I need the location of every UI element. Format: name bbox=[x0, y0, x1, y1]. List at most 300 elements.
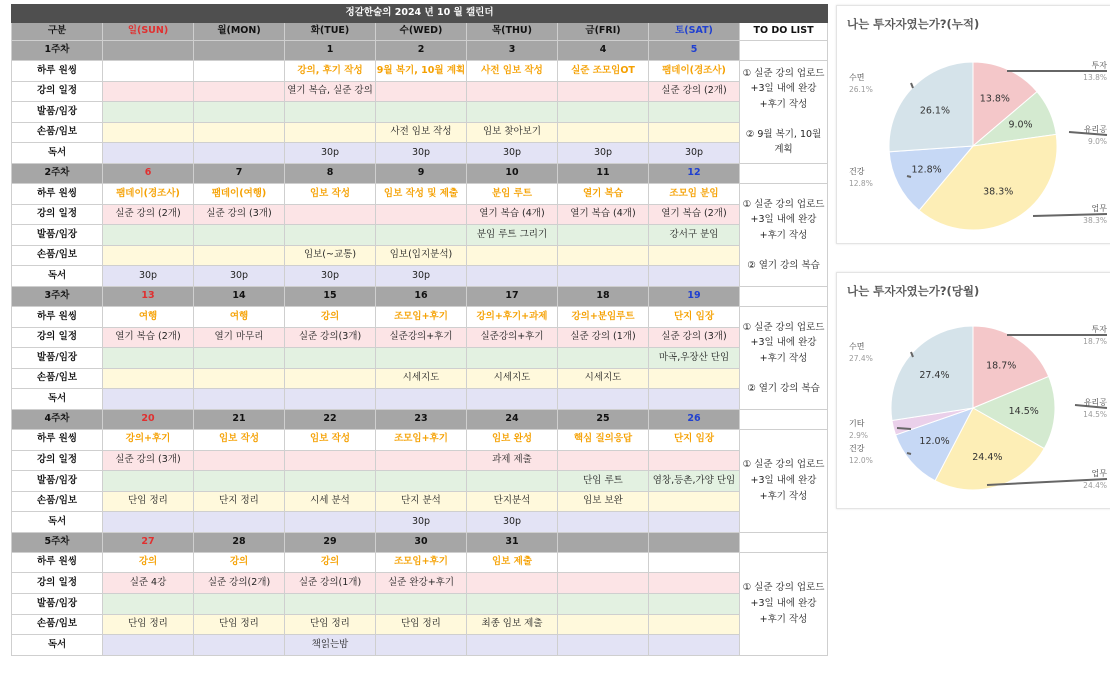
day-header: 수(WED) bbox=[376, 23, 467, 41]
calendar-entry: 분임 루트 그리기 bbox=[467, 225, 558, 246]
calendar-entry bbox=[194, 389, 285, 410]
calendar-entry: 단임 정리 bbox=[376, 614, 467, 635]
category-label: 손품/임보 bbox=[12, 614, 103, 635]
category-label: 발품/임장 bbox=[12, 348, 103, 369]
chart-title: 나는 투자자였는가?(누적) bbox=[847, 17, 980, 31]
legend-percent: 2.9% bbox=[849, 431, 869, 440]
todo-spacer bbox=[740, 41, 828, 61]
calendar-entry bbox=[285, 450, 376, 471]
legend-percent: 38.3% bbox=[1083, 216, 1107, 225]
calendar-entry bbox=[103, 122, 194, 143]
category-label: 독서 bbox=[12, 512, 103, 533]
todo-item: ② 9월 복기, 10월 계획 bbox=[745, 128, 822, 156]
legend-percent: 26.1% bbox=[849, 85, 873, 94]
calendar-entry bbox=[103, 512, 194, 533]
legend-percent: 14.5% bbox=[1083, 410, 1107, 419]
calendar-entry: 핵심 질의응답 bbox=[558, 429, 649, 450]
calendar-entry: 실준강의+후기 bbox=[467, 327, 558, 348]
todo-spacer bbox=[740, 163, 828, 183]
calendar-entry: 임보 찾아보기 bbox=[467, 122, 558, 143]
day-header: 화(TUE) bbox=[285, 23, 376, 41]
calendar-entry bbox=[194, 225, 285, 246]
calendar-entry bbox=[558, 266, 649, 287]
date-cell: 2 bbox=[376, 41, 467, 61]
todo-list bbox=[740, 183, 828, 286]
category-row bbox=[12, 102, 828, 123]
calendar-entry bbox=[649, 594, 740, 615]
calendar-entry bbox=[467, 102, 558, 123]
calendar-entry bbox=[285, 225, 376, 246]
calendar-entry bbox=[467, 594, 558, 615]
todo-list bbox=[740, 552, 828, 655]
calendar-entry bbox=[376, 635, 467, 656]
calendar-entry bbox=[194, 102, 285, 123]
calendar-entry: 팸데이(여행) bbox=[194, 183, 285, 204]
calendar-entry: 단임 정리 bbox=[103, 614, 194, 635]
legend-name: 투자 bbox=[1091, 61, 1107, 70]
category-row bbox=[12, 204, 828, 225]
calendar-entry: 단지 임장 bbox=[649, 429, 740, 450]
todo-list bbox=[740, 429, 828, 532]
calendar-entry: 조모임+후기 bbox=[376, 552, 467, 573]
calendar-entry bbox=[103, 245, 194, 266]
category-row bbox=[12, 429, 828, 450]
calendar-entry bbox=[558, 594, 649, 615]
todo-item: ② 열기 강의 복습 bbox=[747, 382, 820, 394]
day-header: 토(SAT) bbox=[649, 23, 740, 41]
calendar-entry bbox=[558, 614, 649, 635]
calendar-entry: 강의, 후기 작성 bbox=[285, 61, 376, 82]
calendar-entry: 강의 bbox=[103, 552, 194, 573]
category-row bbox=[12, 368, 828, 389]
week-row bbox=[12, 532, 828, 552]
calendar-entry: 임보 작성 bbox=[285, 183, 376, 204]
calendar-entry bbox=[467, 81, 558, 102]
legend-percent: 12.8% bbox=[849, 179, 873, 188]
category-label: 발품/임장 bbox=[12, 102, 103, 123]
calendar-entry bbox=[103, 368, 194, 389]
category-row bbox=[12, 450, 828, 471]
week-label: 4주차 bbox=[12, 409, 103, 429]
slice-label: 27.4% bbox=[919, 369, 950, 381]
calendar-entry bbox=[103, 102, 194, 123]
calendar-entry: 30p bbox=[376, 266, 467, 287]
date-cell bbox=[194, 41, 285, 61]
category-label: 독서 bbox=[12, 635, 103, 656]
legend-percent: 24.4% bbox=[1083, 481, 1107, 490]
todo-item: ① 실준 강의 업로드+3일 내에 완강+후기 작성 bbox=[742, 321, 825, 364]
calendar-entry: 여행 bbox=[194, 306, 285, 327]
pie-svg bbox=[837, 273, 1110, 508]
calendar-entry: 과제 제출 bbox=[467, 450, 558, 471]
todo-spacer bbox=[740, 409, 828, 429]
todo-item: ① 실준 강의 업로드+3일 내에 완강+후기 작성 bbox=[742, 67, 825, 111]
legend-name: 유리공 bbox=[1083, 125, 1107, 134]
calendar-entry bbox=[103, 635, 194, 656]
calendar-entry: 사전 임보 작성 bbox=[376, 122, 467, 143]
calendar-entry: 30p bbox=[285, 266, 376, 287]
category-label: 하루 원씽 bbox=[12, 306, 103, 327]
calendar-entry: 실준 완강+후기 bbox=[376, 573, 467, 594]
calendar-entry: 임보 작성 및 제출 bbox=[376, 183, 467, 204]
legend-percent: 13.8% bbox=[1083, 73, 1107, 82]
date-cell: 11 bbox=[558, 163, 649, 183]
category-row bbox=[12, 327, 828, 348]
calendar-entry: 강의 bbox=[285, 552, 376, 573]
calendar-entry bbox=[649, 635, 740, 656]
calendar-entry: 강의+후기 bbox=[103, 429, 194, 450]
calendar-entry: 염창,등촌,가양 단임 bbox=[649, 471, 740, 492]
header-category: 구분 bbox=[12, 23, 103, 41]
calendar-entry: 열기 마무리 bbox=[194, 327, 285, 348]
calendar-entry bbox=[558, 635, 649, 656]
calendar-entry bbox=[194, 471, 285, 492]
calendar-entry: 30p bbox=[376, 512, 467, 533]
category-row bbox=[12, 389, 828, 410]
calendar-entry bbox=[558, 552, 649, 573]
calendar-entry: 30p bbox=[376, 143, 467, 164]
date-cell: 25 bbox=[558, 409, 649, 429]
calendar-entry bbox=[194, 245, 285, 266]
week-row bbox=[12, 286, 828, 306]
category-row bbox=[12, 471, 828, 492]
calendar-entry: 30p bbox=[558, 143, 649, 164]
slice-label: 24.4% bbox=[972, 451, 1003, 463]
calendar-entry: 열기 복습 (2개) bbox=[103, 327, 194, 348]
calendar-entry bbox=[649, 122, 740, 143]
slice-label: 26.1% bbox=[919, 105, 951, 117]
category-label: 손품/임보 bbox=[12, 491, 103, 512]
calendar-entry bbox=[558, 245, 649, 266]
category-row bbox=[12, 245, 828, 266]
day-header: 금(FRI) bbox=[558, 23, 649, 41]
calendar-entry bbox=[376, 389, 467, 410]
date-cell: 23 bbox=[376, 409, 467, 429]
day-header: 월(MON) bbox=[194, 23, 285, 41]
date-cell: 7 bbox=[194, 163, 285, 183]
date-cell: 28 bbox=[194, 532, 285, 552]
calendar-entry: 임보 제출 bbox=[467, 552, 558, 573]
day-header: 목(THU) bbox=[467, 23, 558, 41]
calendar-entry: 시세 분석 bbox=[285, 491, 376, 512]
calendar-entry bbox=[285, 368, 376, 389]
legend-name: 투자 bbox=[1091, 325, 1107, 334]
calendar-entry: 실준 4강 bbox=[103, 573, 194, 594]
legend-percent: 27.4% bbox=[849, 354, 873, 363]
calendar-entry: 열기 복습 bbox=[558, 183, 649, 204]
calendar-entry bbox=[194, 450, 285, 471]
calendar-entry: 최종 임보 제출 bbox=[467, 614, 558, 635]
calendar-entry: 열기 복습 (2개) bbox=[649, 204, 740, 225]
calendar-entry: 시세지도 bbox=[558, 368, 649, 389]
calendar-entry bbox=[103, 61, 194, 82]
calendar-entry bbox=[558, 512, 649, 533]
header-row bbox=[12, 23, 828, 41]
calendar-entry: 시세지도 bbox=[376, 368, 467, 389]
calendar-entry: 단지 정리 bbox=[194, 491, 285, 512]
calendar-entry: 30p bbox=[467, 512, 558, 533]
calendar-entry bbox=[285, 348, 376, 369]
legend-percent: 12.0% bbox=[849, 456, 873, 465]
calendar-entry bbox=[376, 594, 467, 615]
date-cell: 16 bbox=[376, 286, 467, 306]
calendar-entry bbox=[467, 245, 558, 266]
pie-svg bbox=[837, 6, 1110, 243]
calendar-entry bbox=[194, 348, 285, 369]
calendar-entry bbox=[194, 594, 285, 615]
date-cell: 12 bbox=[649, 163, 740, 183]
todo-item: ① 실준 강의 업로드+3일 내에 완강+후기 작성 bbox=[742, 582, 825, 625]
calendar-entry bbox=[649, 266, 740, 287]
date-cell: 13 bbox=[103, 286, 194, 306]
calendar-entry: 실준강의+후기 bbox=[376, 327, 467, 348]
slice-label: 14.5% bbox=[1008, 406, 1039, 418]
date-cell: 14 bbox=[194, 286, 285, 306]
calendar-entry bbox=[649, 245, 740, 266]
slice-label: 38.3% bbox=[983, 186, 1014, 198]
calendar-entry bbox=[103, 348, 194, 369]
calendar-entry: 단임 정리 bbox=[103, 491, 194, 512]
calendar-entry bbox=[649, 552, 740, 573]
date-cell bbox=[103, 41, 194, 61]
calendar-entry: 실준 강의 (3개) bbox=[649, 327, 740, 348]
category-row bbox=[12, 225, 828, 246]
calendar-entry bbox=[649, 450, 740, 471]
date-cell: 22 bbox=[285, 409, 376, 429]
leader-line bbox=[907, 176, 911, 177]
slice-label: 12.0% bbox=[919, 436, 950, 448]
date-cell: 20 bbox=[103, 409, 194, 429]
category-label: 발품/임장 bbox=[12, 471, 103, 492]
calendar-entry: 실준 강의(1개) bbox=[285, 573, 376, 594]
day-header: 일(SUN) bbox=[103, 23, 194, 41]
calendar-entry bbox=[285, 122, 376, 143]
category-label: 독서 bbox=[12, 266, 103, 287]
calendar-entry: 9월 복기, 10월 계획 bbox=[376, 61, 467, 82]
calendar-entry: 조모임 분임 bbox=[649, 183, 740, 204]
pie-chart-monthly bbox=[836, 272, 1110, 509]
todo-item: ① 실준 강의 업로드+3일 내에 완강+후기 작성 bbox=[742, 198, 825, 241]
calendar-entry bbox=[194, 81, 285, 102]
calendar-entry: 강의 bbox=[285, 306, 376, 327]
category-label: 하루 원씽 bbox=[12, 552, 103, 573]
calendar-entry bbox=[649, 491, 740, 512]
category-row bbox=[12, 122, 828, 143]
date-cell: 8 bbox=[285, 163, 376, 183]
calendar-entry bbox=[103, 594, 194, 615]
category-label: 하루 원씽 bbox=[12, 429, 103, 450]
calendar-entry: 분임 루트 bbox=[467, 183, 558, 204]
calendar-entry: 임보 작성 bbox=[194, 429, 285, 450]
calendar-entry bbox=[285, 512, 376, 533]
legend-percent: 18.7% bbox=[1083, 337, 1107, 346]
category-label: 손품/임보 bbox=[12, 122, 103, 143]
calendar-entry: 실준 강의(3개) bbox=[285, 327, 376, 348]
calendar-entry bbox=[194, 122, 285, 143]
calendar-entry: 실준 강의 (3개) bbox=[103, 450, 194, 471]
leader-line bbox=[911, 83, 913, 88]
calendar-entry bbox=[285, 594, 376, 615]
legend-name: 업무 bbox=[1091, 204, 1107, 213]
calendar-entry bbox=[103, 81, 194, 102]
calendar-entry: 조모임+후기 bbox=[376, 429, 467, 450]
legend-name: 수면 bbox=[849, 73, 865, 82]
week-label: 2주차 bbox=[12, 163, 103, 183]
calendar-entry bbox=[558, 348, 649, 369]
calendar-entry: 팸데이(경조사) bbox=[649, 61, 740, 82]
category-row bbox=[12, 61, 828, 82]
calendar-entry bbox=[103, 143, 194, 164]
calendar-entry bbox=[376, 225, 467, 246]
slice-label: 12.8% bbox=[911, 164, 942, 176]
legend-name: 건강 bbox=[849, 444, 865, 453]
category-label: 강의 일정 bbox=[12, 204, 103, 225]
todo-item: ① 실준 강의 업로드+3일 내에 완강+후기 작성 bbox=[742, 459, 825, 502]
date-cell: 24 bbox=[467, 409, 558, 429]
calendar-entry bbox=[649, 389, 740, 410]
category-row bbox=[12, 348, 828, 369]
calendar-entry bbox=[467, 635, 558, 656]
category-label: 강의 일정 bbox=[12, 81, 103, 102]
date-cell: 3 bbox=[467, 41, 558, 61]
leader-line bbox=[907, 453, 911, 454]
calendar-entry bbox=[103, 389, 194, 410]
calendar-entry: 강의+분임루트 bbox=[558, 306, 649, 327]
calendar-entry bbox=[285, 102, 376, 123]
calendar-entry: 30p bbox=[467, 143, 558, 164]
date-cell: 29 bbox=[285, 532, 376, 552]
calendar-entry: 강의+후기+과제 bbox=[467, 306, 558, 327]
date-cell: 17 bbox=[467, 286, 558, 306]
calendar-entry: 임보 작성 bbox=[285, 429, 376, 450]
calendar-entry bbox=[558, 450, 649, 471]
calendar-entry: 단임 정리 bbox=[194, 614, 285, 635]
category-label: 손품/임보 bbox=[12, 245, 103, 266]
calendar-entry bbox=[558, 102, 649, 123]
calendar-entry: 실준 조모임OT bbox=[558, 61, 649, 82]
category-label: 독서 bbox=[12, 143, 103, 164]
slice-label: 9.0% bbox=[1008, 119, 1033, 131]
category-row bbox=[12, 491, 828, 512]
calendar-entry bbox=[376, 450, 467, 471]
todo-list bbox=[740, 61, 828, 164]
category-row bbox=[12, 183, 828, 204]
todo-spacer bbox=[740, 532, 828, 552]
category-label: 발품/임장 bbox=[12, 225, 103, 246]
calendar-entry bbox=[376, 204, 467, 225]
legend-name: 업무 bbox=[1091, 469, 1107, 478]
calendar-entry: 여행 bbox=[103, 306, 194, 327]
calendar-entry bbox=[558, 225, 649, 246]
date-cell: 30 bbox=[376, 532, 467, 552]
date-cell: 6 bbox=[103, 163, 194, 183]
legend-name: 유리공 bbox=[1083, 398, 1107, 407]
todo-item: ② 열기 강의 복습 bbox=[747, 259, 820, 271]
calendar-entry: 열기 복습 (4개) bbox=[558, 204, 649, 225]
calendar-entry bbox=[194, 61, 285, 82]
calendar-entry bbox=[103, 471, 194, 492]
legend-name: 수면 bbox=[849, 342, 865, 351]
calendar-entry: 강서구 분임 bbox=[649, 225, 740, 246]
calendar-entry: 팸데이(경조사) bbox=[103, 183, 194, 204]
slice-label: 13.8% bbox=[979, 93, 1010, 105]
calendar-entry bbox=[194, 143, 285, 164]
date-cell: 19 bbox=[649, 286, 740, 306]
calendar-entry bbox=[285, 389, 376, 410]
date-cell: 15 bbox=[285, 286, 376, 306]
category-row bbox=[12, 81, 828, 102]
calendar-entry bbox=[649, 573, 740, 594]
category-row bbox=[12, 614, 828, 635]
calendar-entry bbox=[467, 471, 558, 492]
date-cell: 21 bbox=[194, 409, 285, 429]
calendar-entry bbox=[558, 122, 649, 143]
calendar-entry: 30p bbox=[194, 266, 285, 287]
date-cell: 31 bbox=[467, 532, 558, 552]
calendar-entry: 강의 bbox=[194, 552, 285, 573]
legend-name: 기타 bbox=[849, 419, 865, 428]
calendar-entry bbox=[649, 512, 740, 533]
calendar-entry bbox=[558, 81, 649, 102]
calendar-entry bbox=[558, 389, 649, 410]
calendar-entry bbox=[103, 225, 194, 246]
calendar-entry bbox=[649, 614, 740, 635]
category-row bbox=[12, 573, 828, 594]
calendar-table bbox=[11, 4, 828, 656]
calendar-entry: 책읽는밤 bbox=[285, 635, 376, 656]
calendar-entry bbox=[467, 348, 558, 369]
category-row bbox=[12, 306, 828, 327]
calendar-entry: 열기 복습 (4개) bbox=[467, 204, 558, 225]
calendar-entry: 실준 강의 (2개) bbox=[649, 81, 740, 102]
date-cell: 10 bbox=[467, 163, 558, 183]
calendar-entry bbox=[285, 471, 376, 492]
date-cell: 4 bbox=[558, 41, 649, 61]
calendar-entry: 실준 강의 (1개) bbox=[558, 327, 649, 348]
calendar-entry: 임보 보완 bbox=[558, 491, 649, 512]
pie-chart-cumulative bbox=[836, 5, 1110, 244]
legend-name: 건강 bbox=[849, 167, 865, 176]
date-cell: 27 bbox=[103, 532, 194, 552]
date-cell bbox=[558, 532, 649, 552]
chart-title: 나는 투자자였는가?(당월) bbox=[847, 284, 980, 298]
calendar-entry: 단지 임장 bbox=[649, 306, 740, 327]
calendar-entry bbox=[194, 635, 285, 656]
todo-list bbox=[740, 306, 828, 409]
calendar-entry bbox=[558, 573, 649, 594]
calendar-entry: 임보(~교통) bbox=[285, 245, 376, 266]
week-row bbox=[12, 409, 828, 429]
category-label: 강의 일정 bbox=[12, 450, 103, 471]
calendar-entry bbox=[376, 348, 467, 369]
legend-percent: 9.0% bbox=[1087, 137, 1107, 146]
calendar-entry bbox=[467, 266, 558, 287]
week-row bbox=[12, 41, 828, 61]
todo-spacer bbox=[740, 286, 828, 306]
category-row bbox=[12, 512, 828, 533]
calendar-entry bbox=[376, 102, 467, 123]
category-row bbox=[12, 552, 828, 573]
calendar-entry bbox=[194, 512, 285, 533]
calendar-entry bbox=[467, 573, 558, 594]
category-label: 발품/임장 bbox=[12, 594, 103, 615]
calendar-entry: 단지분석 bbox=[467, 491, 558, 512]
calendar-entry: 조모임+후기 bbox=[376, 306, 467, 327]
calendar-entry bbox=[194, 368, 285, 389]
date-cell: 1 bbox=[285, 41, 376, 61]
date-cell: 9 bbox=[376, 163, 467, 183]
calendar-entry: 30p bbox=[103, 266, 194, 287]
